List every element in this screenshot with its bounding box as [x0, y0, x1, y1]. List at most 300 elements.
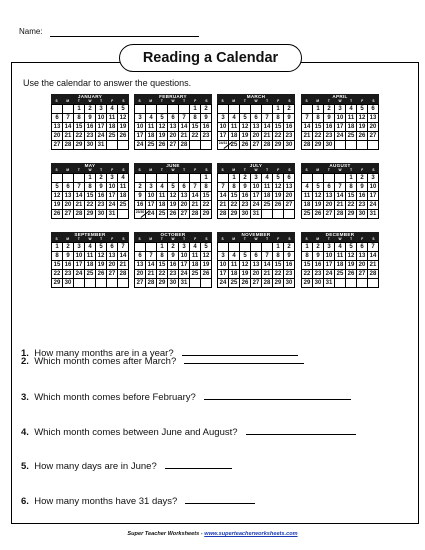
day-cell: 2 [85, 105, 96, 114]
day-cell: 26 [157, 141, 168, 150]
day-cell: 13 [368, 114, 379, 123]
day-cell: 18 [85, 261, 96, 270]
day-cell: 8 [157, 252, 168, 261]
day-cell: 11 [107, 114, 118, 123]
day-cell [168, 174, 179, 183]
day-cell: 10 [96, 114, 107, 123]
day-cell: 4 [229, 114, 240, 123]
day-cell: 16 [357, 192, 368, 201]
day-cell: 2 [240, 174, 251, 183]
weekday-header [217, 100, 295, 104]
weekday-label: F [194, 237, 197, 241]
day-cell: 13 [179, 192, 190, 201]
day-cell: 9 [284, 252, 295, 261]
day-cell [335, 174, 346, 183]
day-cell: 20 [284, 192, 295, 201]
day-cell: 28 [118, 270, 129, 279]
day-cell [179, 174, 190, 183]
day-cell: 23 [284, 132, 295, 141]
weekday-label: T [183, 168, 186, 172]
day-cell: 1 [229, 174, 240, 183]
month-calendar-september [51, 232, 129, 288]
day-cell [179, 105, 190, 114]
day-cell: 12 [313, 192, 324, 201]
day-cell [146, 174, 157, 183]
day-cell [240, 105, 251, 114]
name-line[interactable] [50, 36, 199, 37]
day-cell [218, 243, 229, 252]
day-cell [357, 279, 368, 288]
day-cell: 28 [74, 210, 85, 219]
day-cell: 24 [74, 270, 85, 279]
weekday-label: W [88, 99, 92, 103]
day-cell: 14 [179, 123, 190, 132]
day-cell: 6 [168, 114, 179, 123]
day-cell [107, 141, 118, 150]
month-calendar-july [217, 163, 295, 219]
day-cell: 17 [74, 261, 85, 270]
weekday-label: W [338, 168, 342, 172]
day-cell: 23 [240, 201, 251, 210]
day-cell: 11 [85, 252, 96, 261]
day-cell: 23 [357, 201, 368, 210]
weekday-label: S [138, 99, 141, 103]
day-cell [52, 174, 63, 183]
weekday-label: S [55, 168, 58, 172]
day-cell: 3 [146, 183, 157, 192]
weekday-label: S [122, 168, 125, 172]
day-cell: 20 [357, 261, 368, 270]
month-name: FEBRUARY [134, 94, 212, 100]
day-cell: 13 [324, 192, 335, 201]
month-calendar-october [134, 232, 212, 288]
day-cell [218, 174, 229, 183]
weekday-label: S [122, 99, 125, 103]
day-grid [301, 173, 379, 219]
weekday-header [51, 169, 129, 173]
day-cell: 13 [107, 252, 118, 261]
day-grid [134, 242, 212, 288]
day-cell: 6 [368, 105, 379, 114]
weekday-label: S [55, 237, 58, 241]
day-cell: 2 [284, 243, 295, 252]
day-cell: 26 [96, 270, 107, 279]
day-cell: 5 [157, 114, 168, 123]
day-cell: 28 [218, 210, 229, 219]
day-cell: 7 [190, 183, 201, 192]
day-cell [107, 279, 118, 288]
day-cell [135, 174, 146, 183]
day-cell [190, 174, 201, 183]
day-cell: 8 [85, 183, 96, 192]
day-cell: 24 [179, 270, 190, 279]
day-cell: 28 [302, 141, 313, 150]
day-cell: 25 [157, 210, 168, 219]
day-cell: 11 [346, 114, 357, 123]
day-cell: 12 [357, 114, 368, 123]
day-cell: 22 [201, 201, 212, 210]
day-cell: 11 [157, 192, 168, 201]
day-cell: 14 [368, 252, 379, 261]
day-cell: 22 [52, 270, 63, 279]
day-cell: 12 [118, 114, 129, 123]
day-cell: 2 [324, 105, 335, 114]
weekday-label: S [372, 168, 375, 172]
day-cell [201, 141, 212, 150]
answer-line-2[interactable] [184, 362, 304, 364]
day-cell: 19 [157, 132, 168, 141]
day-cell: 13 [251, 261, 262, 270]
answer-line-3[interactable] [204, 398, 351, 400]
day-grid [134, 173, 212, 219]
day-cell: 10 [218, 261, 229, 270]
day-cell [146, 243, 157, 252]
day-cell: 25 [229, 141, 240, 150]
day-cell: 19 [357, 123, 368, 132]
weekday-label: F [194, 168, 197, 172]
day-cell [240, 243, 251, 252]
day-cell: 18 [262, 192, 273, 201]
day-cell: 23 [85, 132, 96, 141]
day-cell: 26 [168, 210, 179, 219]
day-cell: 3 [96, 105, 107, 114]
day-cell: 1 [190, 105, 201, 114]
day-cell: 15 [85, 192, 96, 201]
day-cell: 1 [273, 243, 284, 252]
day-cell: 29 [229, 210, 240, 219]
day-cell: 26 [273, 201, 284, 210]
day-cell: 23 [201, 132, 212, 141]
day-cell: 7 [262, 114, 273, 123]
day-cell: 8 [190, 114, 201, 123]
day-cell: 28 [335, 210, 346, 219]
day-cell [335, 279, 346, 288]
day-cell: 29 [302, 279, 313, 288]
day-cell: 2 [135, 183, 146, 192]
day-cell: 8 [273, 252, 284, 261]
day-grid [217, 104, 295, 150]
day-cell: 14 [74, 192, 85, 201]
day-cell: 18 [229, 270, 240, 279]
weekday-label: M [149, 168, 153, 172]
day-cell [157, 174, 168, 183]
day-cell: 7 [368, 243, 379, 252]
day-cell: 9 [135, 192, 146, 201]
day-cell: 21 [335, 201, 346, 210]
day-cell: 5 [273, 174, 284, 183]
weekday-label: F [277, 99, 280, 103]
weekday-label: M [316, 99, 320, 103]
weekday-label: S [221, 99, 224, 103]
day-cell: 17 [179, 261, 190, 270]
day-cell [313, 174, 324, 183]
day-cell [262, 105, 273, 114]
day-cell: 15 [201, 192, 212, 201]
day-cell [135, 105, 146, 114]
day-cell: 10 [107, 183, 118, 192]
day-grid [51, 104, 129, 150]
day-cell: 22 [190, 132, 201, 141]
day-cell: 27 [357, 270, 368, 279]
day-cell: 18 [335, 261, 346, 270]
weekday-label: T [160, 237, 163, 241]
name-label: Name: [19, 27, 43, 36]
weekday-label: S [372, 237, 375, 241]
day-cell: 29 [273, 279, 284, 288]
month-name: NOVEMBER [217, 232, 295, 238]
day-cell: 23 [284, 270, 295, 279]
day-cell: 7 [218, 183, 229, 192]
day-cell: 30 [324, 141, 335, 150]
day-cell: 7 [302, 114, 313, 123]
day-cell: 4 [157, 183, 168, 192]
day-cell: 27 [168, 141, 179, 150]
footer-separator: - [200, 531, 203, 537]
day-cell: 27 [368, 132, 379, 141]
day-cell: 1 [346, 174, 357, 183]
weekday-label: T [243, 168, 246, 172]
day-cell: 25 [346, 132, 357, 141]
day-cell: 24 [251, 201, 262, 210]
day-cell: 20 [107, 261, 118, 270]
weekday-header [134, 169, 212, 173]
day-cell: 22 [157, 270, 168, 279]
day-cell: 8 [273, 114, 284, 123]
day-cell: 24 [135, 141, 146, 150]
day-cell: 15 [273, 123, 284, 132]
footer-url[interactable]: www.superteacherworksheets.com [204, 531, 298, 537]
day-cell: 29 [52, 279, 63, 288]
day-cell: 24/31 [218, 141, 229, 150]
day-cell: 24 [368, 201, 379, 210]
day-grid [217, 173, 295, 219]
day-cell: 14 [302, 123, 313, 132]
day-cell: 15 [157, 261, 168, 270]
weekday-label: T [183, 99, 186, 103]
month-name: JANUARY [51, 94, 129, 100]
month-name: MAY [51, 163, 129, 169]
day-cell: 4 [229, 252, 240, 261]
day-cell: 20 [168, 132, 179, 141]
weekday-label: S [288, 99, 291, 103]
day-cell [52, 105, 63, 114]
weekday-label: T [100, 99, 103, 103]
day-cell: 3 [107, 174, 118, 183]
day-cell: 2 [284, 105, 295, 114]
day-cell: 26 [201, 270, 212, 279]
day-cell: 25 [118, 201, 129, 210]
weekday-label: F [361, 99, 364, 103]
weekday-label: S [305, 237, 308, 241]
day-cell: 4 [302, 183, 313, 192]
day-cell: 27 [52, 141, 63, 150]
day-cell: 2 [63, 243, 74, 252]
day-cell: 19 [201, 261, 212, 270]
day-cell [302, 174, 313, 183]
day-cell: 19 [313, 201, 324, 210]
day-cell [229, 105, 240, 114]
day-cell: 13 [168, 123, 179, 132]
weekday-label: S [205, 237, 208, 241]
weekday-label: T [266, 168, 269, 172]
weekday-label: W [338, 99, 342, 103]
day-cell: 13 [135, 261, 146, 270]
weekday-header [134, 100, 212, 104]
day-cell: 1 [273, 105, 284, 114]
weekday-label: T [183, 237, 186, 241]
weekday-label: M [149, 99, 153, 103]
page-title: Reading a Calendar [119, 44, 302, 72]
day-cell: 28 [179, 141, 190, 150]
day-cell: 3 [179, 243, 190, 252]
day-cell: 11 [262, 183, 273, 192]
answer-line-4[interactable] [246, 433, 356, 435]
day-cell: 24 [324, 270, 335, 279]
month-calendar-april [301, 94, 379, 150]
day-cell: 25 [302, 210, 313, 219]
month-calendar-august [301, 163, 379, 219]
day-cell: 26 [240, 141, 251, 150]
day-cell: 20 [251, 270, 262, 279]
day-cell: 16 [324, 123, 335, 132]
day-cell: 14 [335, 192, 346, 201]
day-cell: 9 [63, 252, 74, 261]
day-cell: 5 [96, 243, 107, 252]
day-cell: 14 [262, 261, 273, 270]
day-cell: 27 [284, 201, 295, 210]
month-calendar-february [134, 94, 212, 150]
day-cell: 3 [135, 114, 146, 123]
day-cell: 18 [146, 132, 157, 141]
day-cell: 25 [335, 270, 346, 279]
day-cell: 1 [313, 105, 324, 114]
day-cell: 15 [190, 123, 201, 132]
day-cell: 17 [251, 192, 262, 201]
day-cell: 5 [357, 105, 368, 114]
question-5: 5. How many days are in June? [21, 461, 232, 472]
day-grid [217, 242, 295, 288]
answer-line-6[interactable] [185, 502, 255, 504]
weekday-label: S [55, 99, 58, 103]
day-cell: 31 [368, 210, 379, 219]
weekday-label: M [66, 237, 70, 241]
day-cell: 8 [302, 252, 313, 261]
day-cell: 26 [313, 210, 324, 219]
day-cell: 18 [157, 201, 168, 210]
day-cell: 5 [240, 114, 251, 123]
day-cell: 15 [229, 192, 240, 201]
weekday-label: M [66, 168, 70, 172]
day-cell: 5 [118, 105, 129, 114]
day-cell: 12 [52, 192, 63, 201]
question-2-visible: 2. Which month comes after March? [21, 356, 304, 367]
day-cell: 31 [107, 210, 118, 219]
day-cell [96, 279, 107, 288]
day-cell: 26 [118, 132, 129, 141]
weekday-label: F [111, 99, 114, 103]
day-cell: 31 [96, 141, 107, 150]
day-cell: 22 [85, 201, 96, 210]
day-cell: 23 [63, 270, 74, 279]
day-cell: 31 [251, 210, 262, 219]
instructions: Use the calendar to answer the questions. [23, 78, 192, 88]
day-cell [357, 141, 368, 150]
day-cell: 3 [218, 252, 229, 261]
answer-line-5[interactable] [165, 467, 232, 469]
day-cell: 27 [63, 210, 74, 219]
day-cell: 1 [201, 174, 212, 183]
day-cell: 16 [284, 123, 295, 132]
day-cell: 22 [229, 201, 240, 210]
day-cell: 15 [346, 192, 357, 201]
month-name: MARCH [217, 94, 295, 100]
day-cell: 13 [284, 183, 295, 192]
day-cell: 15 [74, 123, 85, 132]
day-cell: 18 [118, 192, 129, 201]
day-cell: 4 [118, 174, 129, 183]
day-cell: 6 [251, 114, 262, 123]
day-cell: 28 [262, 141, 273, 150]
day-cell: 20 [63, 201, 74, 210]
day-cell: 20 [251, 132, 262, 141]
month-calendar-march [217, 94, 295, 150]
day-cell: 3 [251, 174, 262, 183]
day-cell [262, 210, 273, 219]
day-cell [218, 105, 229, 114]
weekday-label: W [254, 237, 258, 241]
day-cell: 4 [262, 174, 273, 183]
day-cell: 25 [146, 141, 157, 150]
question-6: 6. How many months have 31 days? [21, 496, 255, 507]
question-3: 3. Which month comes before February? [21, 392, 351, 403]
day-cell: 3 [324, 243, 335, 252]
day-cell: 14 [118, 252, 129, 261]
day-cell: 20 [324, 201, 335, 210]
day-cell: 21 [118, 261, 129, 270]
day-cell: 10 [146, 192, 157, 201]
day-cell: 18 [190, 261, 201, 270]
day-cell: 2 [96, 174, 107, 183]
day-cell: 28 [190, 210, 201, 219]
day-cell [273, 210, 284, 219]
day-cell: 17 [218, 132, 229, 141]
day-cell: 17 [135, 132, 146, 141]
day-cell: 17 [96, 123, 107, 132]
day-cell [251, 105, 262, 114]
weekday-label: T [100, 168, 103, 172]
day-cell: 7 [63, 114, 74, 123]
day-cell: 22 [302, 270, 313, 279]
day-cell: 9 [96, 183, 107, 192]
day-cell: 11 [229, 261, 240, 270]
day-cell: 15 [273, 261, 284, 270]
day-cell: 23/30 [135, 210, 146, 219]
day-cell: 22 [313, 132, 324, 141]
day-cell: 14 [190, 192, 201, 201]
day-cell: 9 [168, 252, 179, 261]
day-cell [146, 105, 157, 114]
weekday-label: T [160, 99, 163, 103]
weekday-label: T [100, 237, 103, 241]
weekday-label: M [149, 237, 153, 241]
question-1: 1. How many months are in a year? [21, 348, 298, 359]
day-cell: 21 [262, 132, 273, 141]
day-cell: 19 [168, 201, 179, 210]
day-cell: 19 [118, 123, 129, 132]
day-cell: 14 [63, 123, 74, 132]
day-cell: 6 [357, 243, 368, 252]
day-cell: 7 [118, 243, 129, 252]
